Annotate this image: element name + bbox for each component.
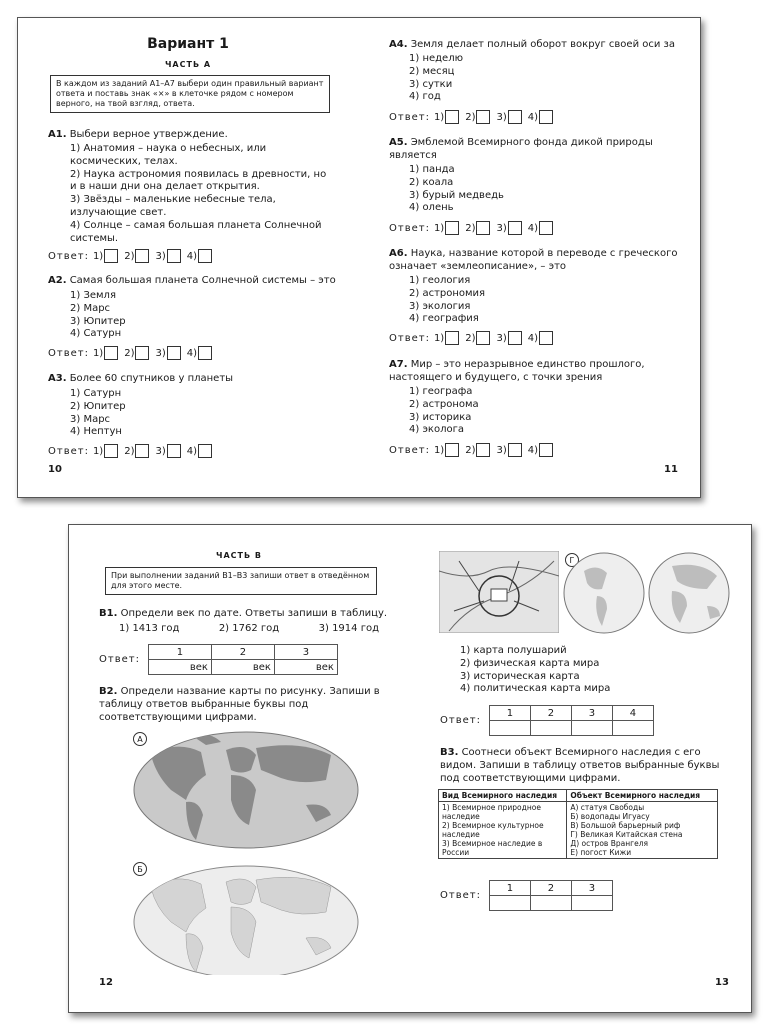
question-a2-options: [70, 290, 126, 341]
answer-checkbox[interactable]: [198, 444, 212, 458]
answer-row-a2: Ответ: 1) 2) 3) 4): [48, 346, 218, 360]
page-13: [410, 525, 750, 1012]
table-header: 3: [274, 645, 337, 660]
answer-checkbox[interactable]: [167, 444, 181, 458]
answer-checkbox[interactable]: [476, 331, 490, 345]
answer-row-b3: Ответ: 1 2 3: [440, 880, 613, 911]
table-header: 1: [489, 881, 530, 896]
option: 1) Земля: [70, 290, 116, 301]
list-item: Д) остров Врангеля: [570, 839, 648, 848]
answer-cell[interactable]: [571, 896, 612, 911]
question-a2: А2. Самая большая планета Солнечной системы – это: [48, 275, 336, 286]
answer-checkbox[interactable]: [476, 110, 490, 124]
answer-checkbox[interactable]: [476, 443, 490, 457]
answer-checkbox[interactable]: [198, 249, 212, 263]
answer-cell[interactable]: [530, 721, 571, 736]
question-a7: А7. Мир – это неразрывное единство прошлого, настоящего и будущего, с точки зрения: [389, 359, 645, 383]
page-10: [18, 18, 358, 497]
answer-cell[interactable]: [489, 721, 530, 736]
table-header: 1: [489, 706, 530, 721]
question-b2: В2. Определи название карты по рисунку. Запиши в таблицу ответов выбранные буквы под соответствующими цифрами.: [99, 686, 380, 723]
answer-checkbox[interactable]: [104, 249, 118, 263]
option: 1) Сатурн: [70, 388, 122, 399]
option: 4) Сатурн: [70, 328, 122, 340]
answer-checkbox[interactable]: [508, 331, 522, 345]
list-item: В) Большой барьерный риф: [570, 821, 681, 830]
answer-checkbox[interactable]: [476, 221, 490, 235]
question-a5-options: [409, 164, 504, 215]
book-spread-bottom: [68, 524, 752, 1013]
heritage-matching-table: [438, 789, 718, 859]
part-a-heading: ЧАСТЬ А: [164, 60, 212, 69]
answer-checkbox[interactable]: [508, 110, 522, 124]
column-header: Вид Всемирного наследия: [439, 790, 567, 802]
option: 1) неделю: [409, 53, 464, 64]
answer-row-b2: Ответ: 1 2 3 4: [440, 705, 654, 736]
answer-checkbox[interactable]: [104, 444, 118, 458]
map-label-g: Г: [565, 553, 579, 567]
b3-answer-table: [489, 880, 613, 911]
page-number: 13: [715, 977, 729, 988]
answer-checkbox[interactable]: [135, 444, 149, 458]
hemispheres-map: [562, 551, 732, 635]
date-item: 2) 1762 год: [218, 623, 280, 634]
list-item: Е) погост Кижи: [570, 848, 632, 857]
answer-checkbox[interactable]: [167, 346, 181, 360]
book-spread-top: [17, 17, 701, 498]
option: 3) историческая карта: [460, 670, 580, 682]
option: 3) экология: [409, 300, 471, 312]
list-item: 2) Всемирное культурное наследие: [442, 821, 544, 839]
map-label-b: Б: [133, 862, 147, 876]
answer-cell[interactable]: [571, 721, 612, 736]
list-item: А) статуя Свободы: [570, 803, 645, 812]
b2-answer-table: [489, 705, 654, 736]
table-header: 2: [211, 645, 274, 660]
option: 2) Марс: [70, 302, 111, 314]
table-header: 3: [571, 881, 612, 896]
heritage-objects: [567, 802, 718, 859]
option: 1) географа: [409, 386, 473, 397]
table-header: 3: [571, 706, 612, 721]
column-header: Объект Всемирного наследия: [567, 790, 718, 802]
answer-checkbox[interactable]: [198, 346, 212, 360]
option: 2) месяц: [409, 65, 455, 77]
answer-checkbox[interactable]: [539, 331, 553, 345]
date-item: 3) 1914 год: [318, 623, 379, 634]
answer-checkbox[interactable]: [539, 221, 553, 235]
instructions-box: При выполнении заданий В1–В3 запиши ответ в отведённом для этого месте.: [105, 567, 377, 595]
question-b3: В3. Соотнеси объект Всемирного наследия с его видом. Запиши в таблицу ответов выбранные буквы под соответствующими цифрами.: [440, 747, 720, 784]
list-item: Б) водопады Игуасу: [570, 812, 650, 821]
physical-world-map: [131, 730, 361, 850]
map-label-a: А: [133, 732, 147, 746]
question-a1-options: [70, 143, 330, 245]
answer-cell[interactable]: век: [148, 660, 211, 675]
question-a6-options: [409, 275, 485, 326]
option: 1) Анатомия – наука о небесных, или космических, телах.: [70, 143, 267, 167]
option: 3) Звёзды – маленькие небесные тела, излучающие свет.: [70, 194, 276, 218]
page-number: 11: [664, 464, 678, 475]
heritage-types: [439, 802, 567, 859]
answer-row-a5: Ответ: 1) 2) 3) 4): [389, 221, 559, 235]
option: 3) историка: [409, 411, 472, 423]
option: 1) панда: [409, 164, 455, 175]
political-world-map: [131, 860, 361, 975]
answer-cell[interactable]: век: [211, 660, 274, 675]
question-a5: А5. Эмблемой Всемирного фонда дикой природы является: [389, 137, 653, 161]
option: 4) эколога: [409, 424, 464, 436]
answer-row-b1: Ответ: 1 2 3 век век век: [99, 644, 338, 675]
table-header: 1: [148, 645, 211, 660]
answer-checkbox[interactable]: [508, 221, 522, 235]
answer-checkbox[interactable]: [104, 346, 118, 360]
option: 3) бурый медведь: [409, 189, 504, 201]
b2-map-options: [460, 645, 610, 696]
answer-checkbox[interactable]: [135, 346, 149, 360]
option: 2) коала: [409, 176, 454, 188]
option: 1) карта полушарий: [460, 645, 567, 656]
table-header: 2: [530, 706, 571, 721]
table-header: 4: [612, 706, 653, 721]
option: 3) сутки: [409, 78, 453, 90]
answer-cell[interactable]: век: [274, 660, 337, 675]
option: 2) Юпитер: [70, 400, 126, 412]
answer-row-a7: Ответ: 1) 2) 3) 4): [389, 443, 559, 457]
question-a3-options: [70, 388, 126, 439]
question-a4: А4. Земля делает полный оборот вокруг своей оси за: [389, 39, 675, 50]
answer-row-a3: Ответ: 1) 2) 3) 4): [48, 444, 218, 458]
option: 4) Солнце – самая большая планета Солнечной системы.: [70, 219, 322, 244]
option: 3) Юпитер: [70, 315, 126, 327]
option: 3) Марс: [70, 413, 111, 425]
historical-map: [439, 551, 559, 633]
answer-checkbox[interactable]: [445, 443, 459, 457]
instructions-box: В каждом из заданий А1–А7 выбери один правильный вариант ответа и поставь знак «×» в клеточке рядом с номером верного, на твой взгляд, ответа.: [50, 75, 330, 113]
page-12: [69, 525, 409, 1012]
answer-row-a6: Ответ: 1) 2) 3) 4): [389, 331, 559, 345]
list-item: Г) Великая Китайская стена: [570, 830, 683, 839]
variant-title: Вариант 1: [147, 36, 229, 52]
page-number: 12: [99, 977, 113, 988]
option: 4) олень: [409, 202, 454, 214]
question-b1: В1. Определи век по дате. Ответы запиши в таблицу.: [99, 608, 388, 619]
question-a4-options: [409, 53, 463, 104]
question-a1: А1. Выбери верное утверждение.: [48, 129, 228, 140]
option: 2) астронома: [409, 398, 479, 410]
answer-checkbox[interactable]: [445, 110, 459, 124]
answer-cell[interactable]: [612, 721, 653, 736]
b1-dates: [119, 622, 379, 635]
answer-row-a1: Ответ: 1) 2) 3) 4): [48, 249, 218, 263]
option: 2) астрономия: [409, 287, 486, 299]
question-a3: А3. Более 60 спутников у планеты: [48, 373, 234, 384]
option: 2) Наука астрономия появилась в древности, но и в наши дни она делает открытия.: [70, 168, 327, 193]
question-a6: А6. Наука, название которой в переводе с греческого означает «землеописание», – это: [389, 248, 678, 272]
page-number: 10: [48, 464, 62, 475]
answer-checkbox[interactable]: [445, 221, 459, 235]
option: 4) география: [409, 313, 479, 325]
answer-row-a4: Ответ: 1) 2) 3) 4): [389, 110, 559, 124]
option: 2) физическая карта мира: [460, 657, 600, 669]
answer-checkbox[interactable]: [167, 249, 181, 263]
page-11: [359, 18, 699, 497]
date-item: 1) 1413 год: [119, 623, 180, 634]
option: 4) политическая карта мира: [460, 683, 611, 695]
option: 1) геология: [409, 275, 471, 286]
part-b-heading: ЧАСТЬ В: [216, 551, 262, 560]
answer-checkbox[interactable]: [539, 443, 553, 457]
answer-checkbox[interactable]: [135, 249, 149, 263]
option: 4) Нептун: [70, 426, 122, 438]
answer-cell[interactable]: [489, 896, 530, 911]
answer-cell[interactable]: [530, 896, 571, 911]
b1-answer-table: [148, 644, 338, 675]
table-header: 2: [530, 881, 571, 896]
answer-checkbox[interactable]: [445, 331, 459, 345]
list-item: 3) Всемирное наследие в России: [442, 839, 543, 857]
question-a7-options: [409, 386, 479, 437]
list-item: 1) Всемирное природное наследие: [442, 803, 541, 821]
answer-checkbox[interactable]: [508, 443, 522, 457]
option: 4) год: [409, 91, 441, 103]
answer-checkbox[interactable]: [539, 110, 553, 124]
